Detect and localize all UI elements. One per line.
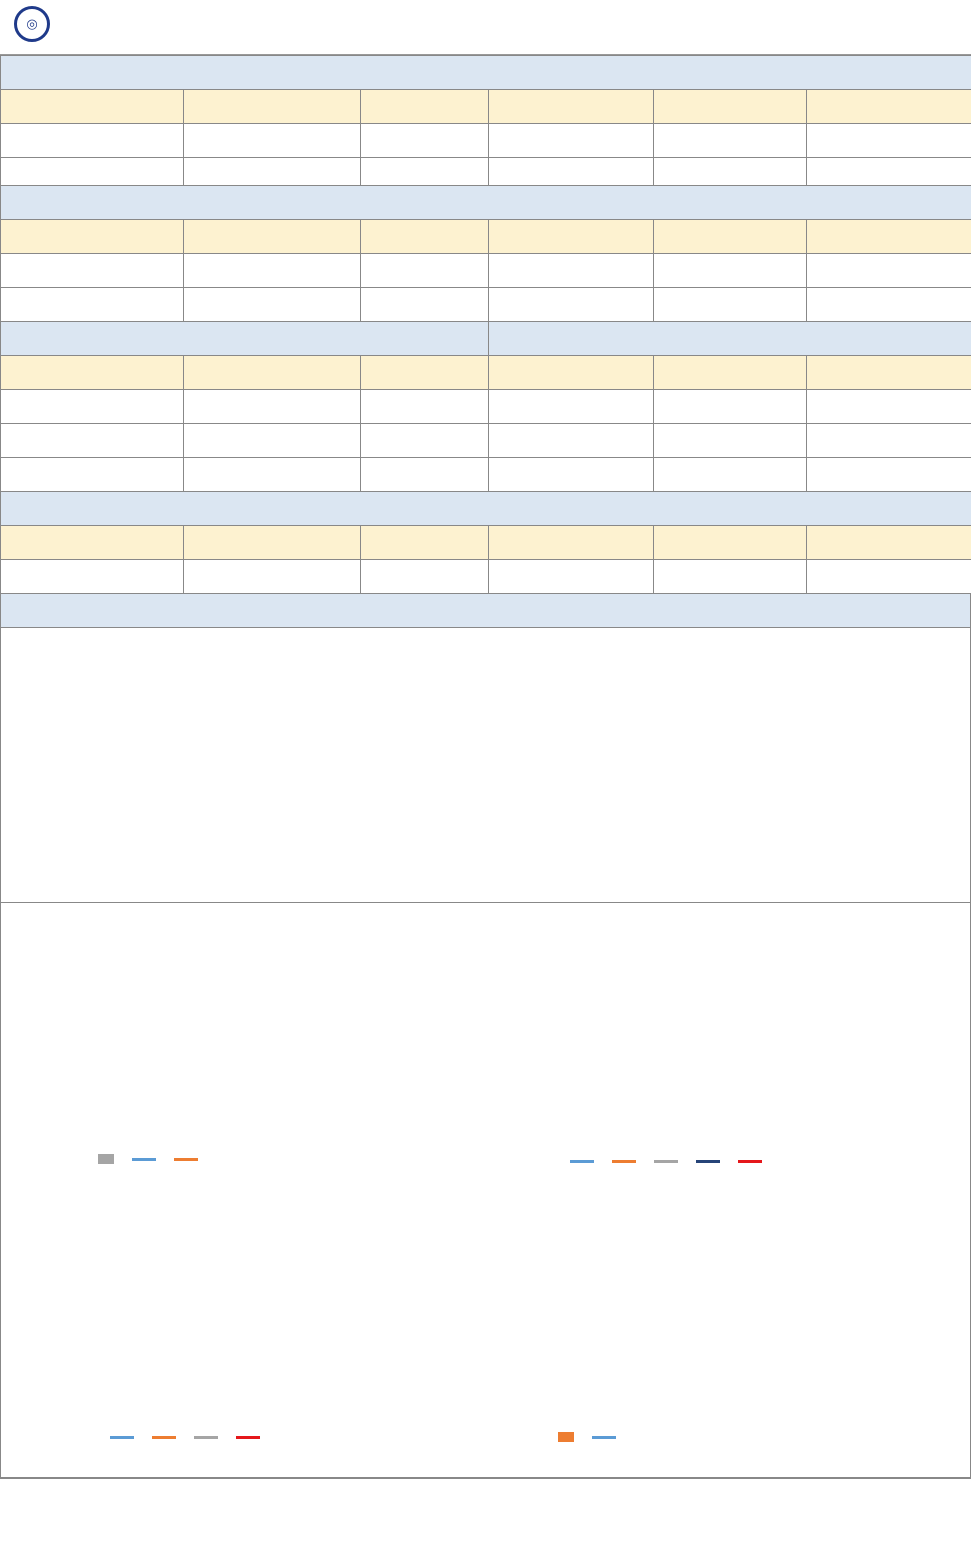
legend-item: [696, 1160, 724, 1163]
col-header: [489, 90, 654, 124]
table-row: [1, 424, 971, 458]
table-row: [1, 458, 971, 492]
change-cell: [807, 424, 971, 458]
change-cell: [807, 560, 971, 594]
legend-item: [236, 1436, 264, 1439]
col-header: [1, 220, 184, 254]
section-title: [1, 186, 971, 220]
carbide-price-chart: [495, 1228, 965, 1428]
summary-text: [0, 627, 971, 903]
basis-chart: [0, 940, 490, 1180]
operating-rate-chart: [0, 1220, 495, 1430]
change-cell: [489, 254, 654, 288]
table-cell: [654, 458, 807, 492]
contract-code: [1, 124, 184, 158]
col-header: [807, 220, 971, 254]
table-cell: [184, 254, 361, 288]
col-header: [807, 356, 971, 390]
change-cell: [489, 124, 654, 158]
legend-swatch: [98, 1154, 114, 1164]
col-header: [184, 220, 361, 254]
col-header: [654, 90, 807, 124]
logo-icon: ◎: [14, 6, 50, 42]
disclaimer: [0, 1478, 971, 1491]
table-cell: [361, 124, 489, 158]
table-row: [1, 288, 971, 322]
legend-swatch: [738, 1160, 762, 1163]
change-cell: [489, 288, 654, 322]
col-header: [1, 356, 184, 390]
legend-item: [174, 1158, 202, 1161]
table-row: [1, 560, 971, 594]
col-header: [807, 526, 971, 560]
change-cell: [361, 390, 489, 424]
legend-swatch: [152, 1436, 176, 1439]
legend-swatch: [696, 1160, 720, 1163]
legend-item: [194, 1436, 222, 1439]
region-cell: [1, 288, 184, 322]
col-header: [807, 90, 971, 124]
table-row: [1, 254, 971, 288]
legend-item: [738, 1160, 766, 1163]
section-title: [1, 322, 489, 356]
table-cell: [654, 560, 807, 594]
table-cell: [1, 458, 184, 492]
table-cell: [654, 390, 807, 424]
region-cell: [1, 254, 184, 288]
change-cell: [807, 254, 971, 288]
inventory-operating-table: [0, 321, 971, 492]
chart-legend: [570, 1160, 766, 1163]
change-cell: [807, 288, 971, 322]
legend-item: [132, 1158, 160, 1161]
chart-legend: [110, 1436, 264, 1439]
col-header: [361, 356, 489, 390]
legend-item: [654, 1160, 682, 1163]
col-header: [654, 356, 807, 390]
section-title: [1, 56, 971, 90]
legend-item: [152, 1436, 180, 1439]
legend-swatch: [194, 1436, 218, 1439]
legend-item: [110, 1436, 138, 1439]
table-cell: [184, 288, 361, 322]
col-header: [489, 220, 654, 254]
section-title: [1, 492, 971, 526]
col-header: [654, 526, 807, 560]
col-header: [361, 220, 489, 254]
section-title: [1, 594, 971, 628]
col-header: [489, 526, 654, 560]
col-header: [489, 356, 654, 390]
section-title: [489, 322, 971, 356]
change-cell: [361, 424, 489, 458]
legend-swatch: [654, 1160, 678, 1163]
change-cell: [361, 560, 489, 594]
table-cell: [184, 390, 361, 424]
legend-swatch: [612, 1160, 636, 1163]
table-cell: [361, 288, 489, 322]
table-cell: [654, 254, 807, 288]
col-header: [1, 526, 184, 560]
chart-legend: [98, 1154, 202, 1164]
table-cell: [489, 458, 654, 492]
table-cell: [489, 390, 654, 424]
table-cell: [361, 254, 489, 288]
table-cell: [184, 424, 361, 458]
change-cell: [807, 390, 971, 424]
spot-table: [0, 185, 971, 322]
chart-legend: [558, 1432, 620, 1442]
summary-heading: [0, 593, 971, 628]
report-header: [0, 0, 971, 55]
table-cell: [1, 424, 184, 458]
legend-swatch: [132, 1158, 156, 1161]
table-cell: [654, 124, 807, 158]
table-cell: [1, 390, 184, 424]
change-cell: [807, 124, 971, 158]
legend-swatch: [558, 1432, 574, 1442]
legend-item: [98, 1154, 118, 1164]
table-cell: [184, 124, 361, 158]
col-header: [361, 526, 489, 560]
futures-table: [0, 55, 971, 192]
table-cell: [654, 424, 807, 458]
col-header: [184, 526, 361, 560]
col-header: [361, 90, 489, 124]
legend-item: [570, 1160, 598, 1163]
inventory-chart: [495, 940, 965, 1160]
table-row: [1, 124, 971, 158]
product-cell: [1, 560, 184, 594]
legend-item: [612, 1160, 640, 1163]
legend-item: [558, 1432, 578, 1442]
table-cell: [184, 458, 361, 492]
col-header: [1, 90, 184, 124]
change-cell: [807, 458, 971, 492]
col-header: [184, 90, 361, 124]
legend-swatch: [174, 1158, 198, 1161]
legend-swatch: [592, 1436, 616, 1439]
legend-swatch: [236, 1436, 260, 1439]
legend-swatch: [110, 1436, 134, 1439]
table-cell: [489, 424, 654, 458]
col-header: [654, 220, 807, 254]
legend-swatch: [570, 1160, 594, 1163]
product-cell: [489, 560, 654, 594]
table-cell: [654, 288, 807, 322]
table-cell: [184, 560, 361, 594]
upstream-table: [0, 491, 971, 594]
legend-item: [592, 1436, 620, 1439]
col-header: [184, 356, 361, 390]
table-row: [1, 390, 971, 424]
change-cell: [361, 458, 489, 492]
